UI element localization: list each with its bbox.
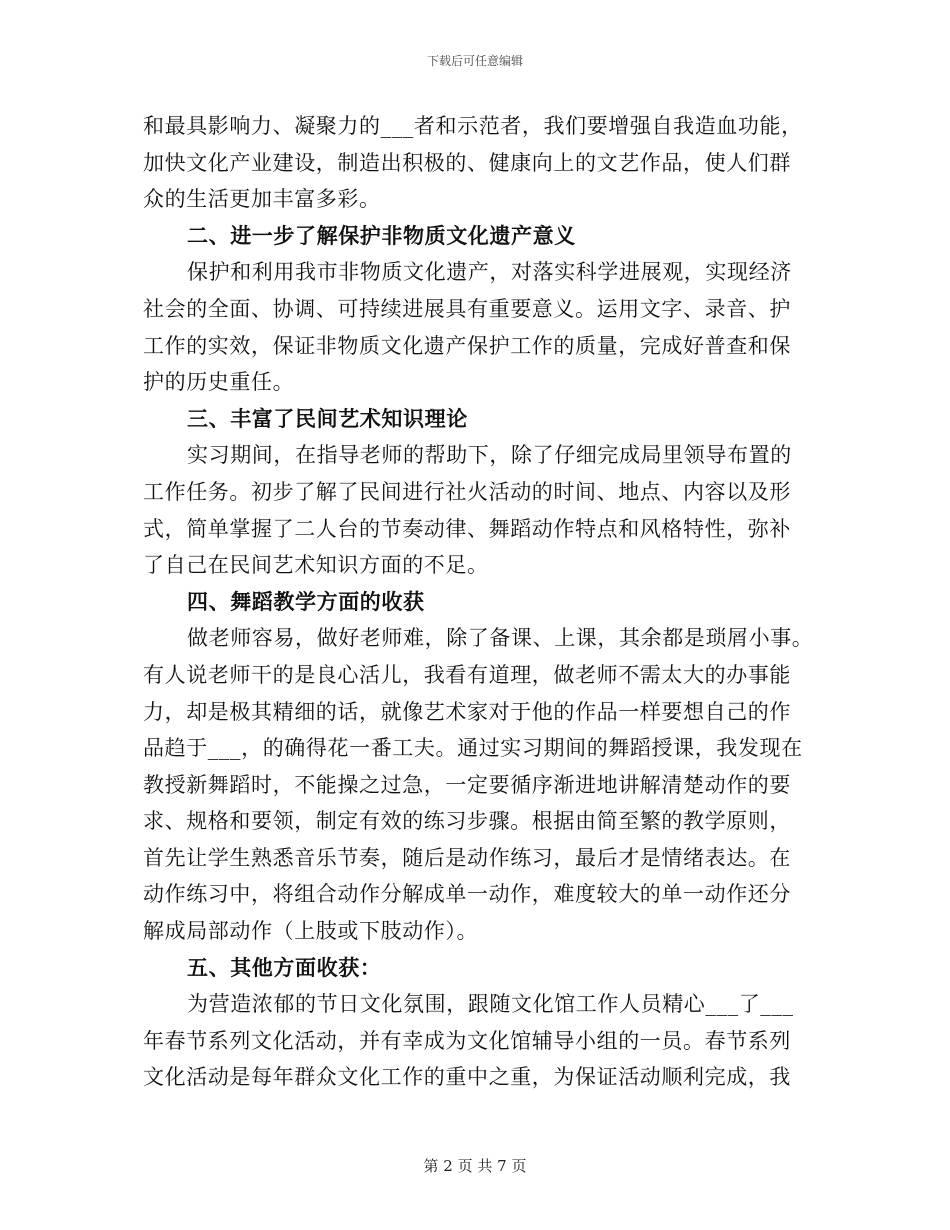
paragraph-line: 年春节系列文化活动，并有幸成为文化馆辅导小组的一员。春节系列 — [143, 1028, 791, 1053]
paragraph-line: 式，简单掌握了二人台的节奏动律、舞蹈动作特点和风格特性，弥补 — [143, 516, 791, 541]
paragraph-line: 有人说老师干的是良心活儿，我看有道理，做老师不需太大的办事能 — [143, 662, 791, 687]
paragraph-line: 动作练习中，将组合动作分解成单一动作，难度较大的单一动作还分 — [143, 882, 791, 907]
paragraph-first-line: 为营造浓郁的节日文化氛围，跟随文化馆工作人员精心___了___ — [187, 992, 794, 1017]
paragraph-line: 首先让学生熟悉音乐节奏，随后是动作练习，最后才是情绪表达。在 — [143, 845, 791, 870]
paragraph-line: 社会的全面、协调、可持续进展具有重要意义。运用文字、录音、护 — [143, 296, 791, 321]
section-heading: 五、其他方面收获： — [187, 954, 382, 980]
page-header: 下载后可任意编辑 — [426, 54, 523, 68]
paragraph-line: 护的历史重任。 — [143, 370, 295, 395]
paragraph-line: 解成局部动作（上肢或下肢动作）。 — [143, 919, 479, 944]
paragraph-first-line: 实习期间，在指导老师的帮助下，除了仔细完成局里领导布置的 — [187, 443, 792, 468]
paragraph-line: 加快文化产业建设，制造出积极的、健康向上的文艺作品，使人们群 — [143, 150, 791, 175]
paragraph-line: 文化活动是每年群众文化工作的重中之重，为保证活动顺利完成，我 — [143, 1065, 791, 1090]
paragraph-line: 和最具影响力、凝聚力的___者和示范者，我们要增强自我造血功能， — [143, 114, 803, 138]
paragraph-line: 力，却是极其精细的话，就像艺术家对于他的作品一样要想自己的作 — [143, 699, 791, 724]
paragraph-line: 教授新舞蹈时，不能操之过急，一定要循序渐进地讲解清楚动作的要 — [143, 772, 791, 797]
paragraph-first-line: 做老师容易，做好老师难，除了备课、上课，其余都是琐屑小事。 — [187, 626, 814, 651]
section-heading: 四、舞蹈教学方面的收获 — [187, 588, 425, 614]
page-footer: 第 2 页 共 7 页 — [423, 1157, 527, 1175]
paragraph-line: 求、规格和要领，制定有效的练习步骤。根据由简至繁的教学原则， — [143, 809, 791, 834]
paragraph-first-line: 保护和利用我市非物质文化遗产，对落实科学进展观，实现经济 — [187, 260, 792, 285]
section-heading: 三、丰富了民间艺术知识理论 — [187, 405, 468, 431]
paragraph-line: 工作的实效，保证非物质文化遗产保护工作的质量，完成好普查和保 — [143, 333, 791, 358]
paragraph-line: 众的生活更加丰富多彩。 — [143, 187, 381, 212]
paragraph-line: 了自己在民间艺术知识方面的不足。 — [143, 553, 489, 578]
paragraph-line: 品趋于___，的确得花一番工夫。通过实习期间的舞蹈授课，我发现在 — [143, 736, 803, 761]
section-heading: 二、进一步了解保护非物质文化遗产意义 — [187, 222, 576, 248]
paragraph-line: 工作任务。初步了解了民间进行社火活动的时间、地点、内容以及形 — [143, 479, 791, 504]
document-body — [143, 108, 814, 1096]
